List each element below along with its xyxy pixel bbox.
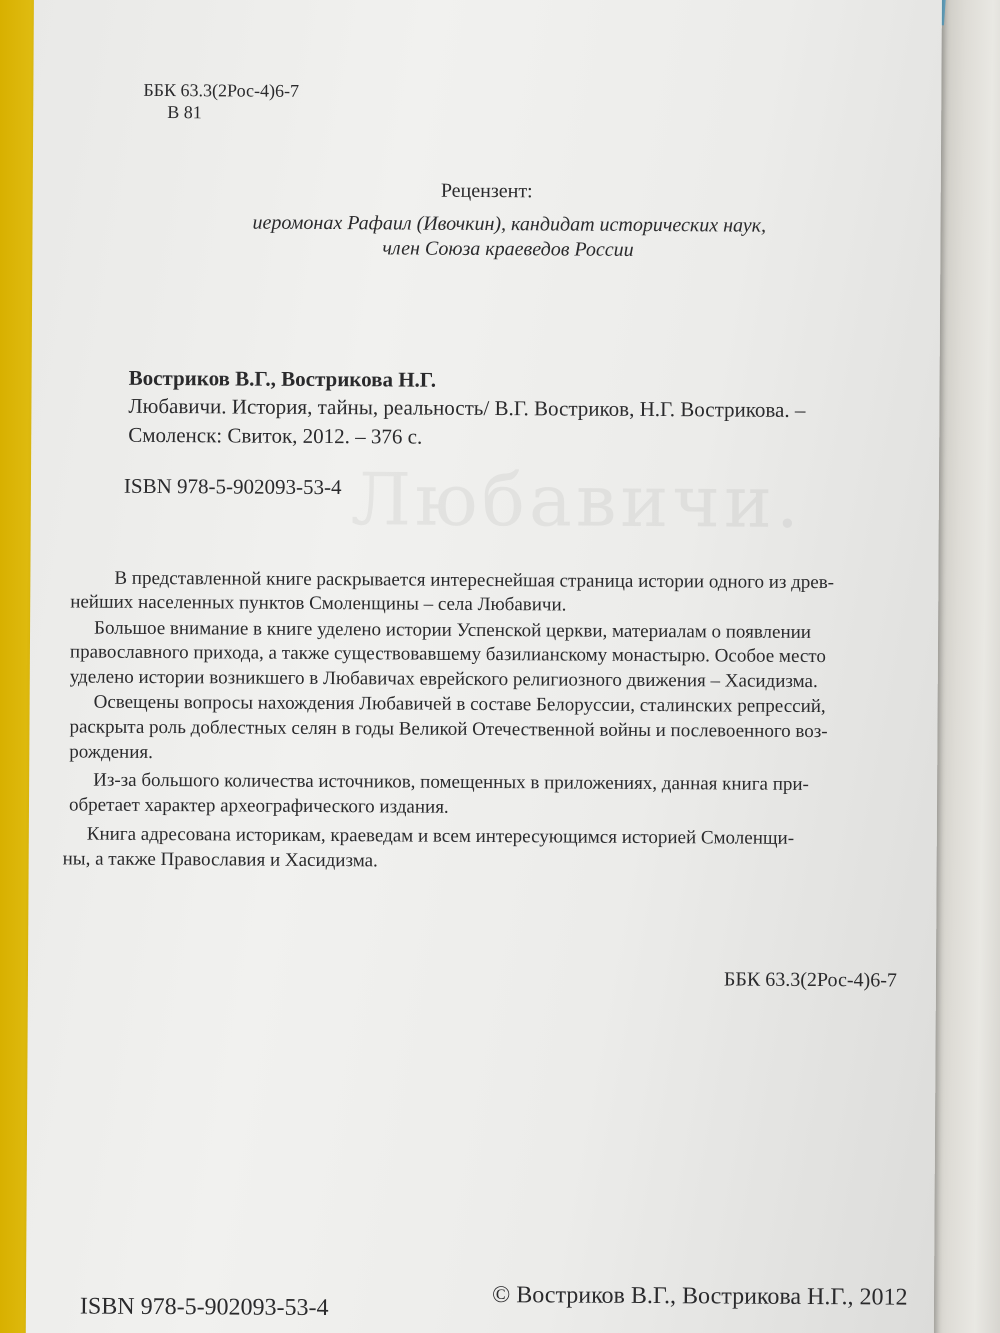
- citation-authors: Востриков В.Г., Вострикова Н.Г.: [128, 365, 437, 392]
- abstract-line: В представленной книге раскрывается интереснейшая страница истории одного из древ-: [114, 567, 835, 594]
- abstract-line: рождения.: [69, 741, 153, 763]
- footer-copyright: © Востриков В.Г., Вострикова Н.Г., 2012: [491, 1282, 908, 1311]
- abstract-line: обретает характер археографического издания.: [68, 794, 449, 818]
- reviewer-line-2: член Союза краеведов России: [382, 237, 634, 261]
- abstract-line: православного прихода, а также существовавшему базилианскому монастырю. Особое место: [69, 641, 826, 668]
- abstract-line: нейших населенных пунктов Смоленщины – села Любавичи.: [70, 591, 567, 616]
- citation-publisher-line: Смоленск: Свиток, 2012. – 376 с.: [128, 422, 423, 449]
- reviewer-line-1: иеромонах Рафаил (Ивочкин), кандидат исторических наук,: [252, 211, 767, 237]
- abstract-line: Большое внимание в книге уделено истории Успенской церкви, материалам о появлении: [94, 617, 812, 643]
- abstract-line: Освещены вопросы нахождения Любавичей в составе Белоруссии, сталинских репрессий,: [93, 691, 826, 718]
- abstract-line: раскрыта роль доблестных селян в годы Великой Отечественной войны и послевоенного воз-: [69, 716, 828, 743]
- abstract-line: уделено истории возникшего в Любавичах еврейского религиозного движения – Хасидизма.: [69, 666, 818, 693]
- show-through-watermark: Любавичи.: [350, 457, 804, 544]
- author-mark: В 81: [167, 102, 202, 123]
- bbk-code-bottom: ББК 63.3(2Рос-4)6-7: [723, 968, 897, 992]
- abstract-line: ны, а также Православия и Хасидизма.: [62, 848, 378, 872]
- citation-title-line: Любавичи. История, тайны, реальность/ В.Г. Востриков, Н.Г. Вострикова. –: [128, 393, 806, 422]
- citation-isbn: ISBN 978-5-902093-53-4: [123, 473, 342, 500]
- book-page: [26, 0, 942, 1333]
- reviewer-heading: Рецензент:: [440, 179, 533, 203]
- abstract-line: Из-за большого количества источников, помещенных в приложениях, данная книга при-: [93, 769, 809, 795]
- footer-isbn: ISBN 978-5-902093-53-4: [79, 1293, 329, 1322]
- bbk-code-top: ББК 63.3(2Рос-4)6-7: [143, 79, 300, 101]
- abstract-line: Книга адресована историкам, краеведам и всем интересующимся историей Смоленщи-: [86, 823, 795, 849]
